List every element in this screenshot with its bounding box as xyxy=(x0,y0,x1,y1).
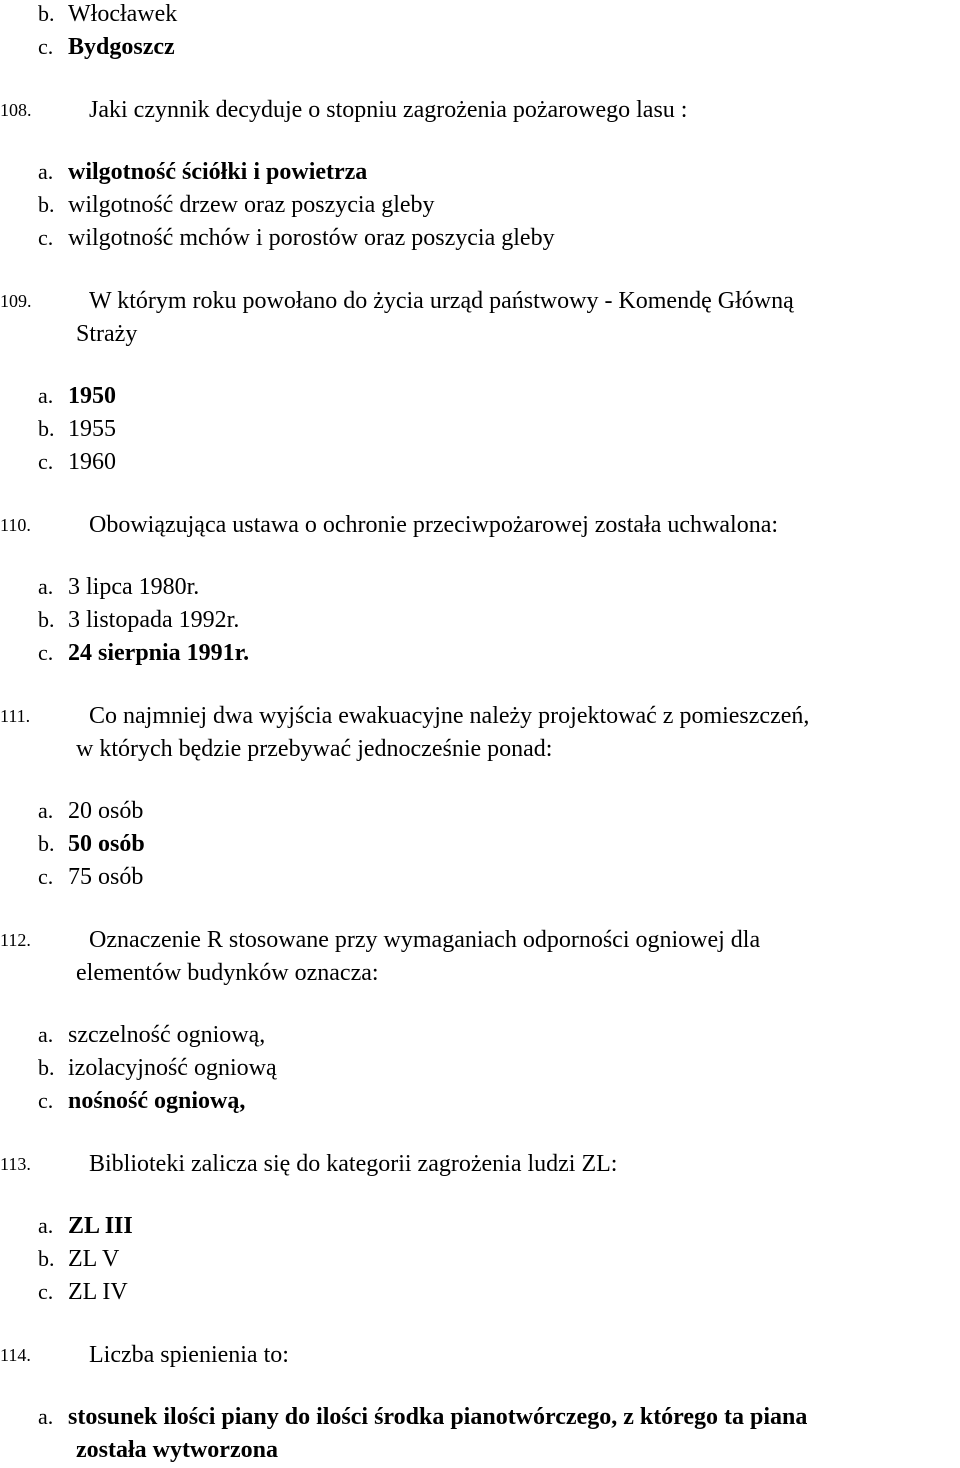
option-label: c. xyxy=(38,640,54,665)
option-label: c. xyxy=(38,449,54,474)
question-text: W którym roku powołano do życia urząd państwowy - Komendę Główną xyxy=(89,288,794,314)
option-113-b xyxy=(38,1245,119,1273)
option-label: a. xyxy=(38,159,54,184)
option-110-a xyxy=(38,573,199,601)
option-text: ZL IV xyxy=(68,1279,128,1305)
option-text: 1950 xyxy=(68,383,116,409)
option-label: c. xyxy=(38,1279,54,1304)
question-text: Co najmniej dwa wyjścia ewakuacyjne należy projektować z pomieszczeń, xyxy=(89,703,810,729)
option-text: 75 osób xyxy=(68,864,144,890)
option-text: 20 osób xyxy=(68,798,144,824)
option-label: b. xyxy=(38,1055,55,1080)
option-110-b xyxy=(38,606,239,634)
option-text: wilgotność mchów i porostów oraz poszycia gleby xyxy=(68,225,555,251)
question-text: Biblioteki zalicza się do kategorii zagrożenia ludzi ZL: xyxy=(89,1151,618,1177)
option-114-a xyxy=(38,1403,807,1431)
option-text: szczelność ogniową, xyxy=(68,1022,266,1048)
option-109-a xyxy=(38,382,116,410)
option-label: c. xyxy=(38,225,54,250)
option-prev-c xyxy=(38,33,175,61)
question-text: Obowiązująca ustawa o ochronie przeciwpożarowej została uchwalona: xyxy=(89,512,779,538)
option-112-a xyxy=(38,1021,265,1049)
option-label: c. xyxy=(38,34,54,59)
option-111-c xyxy=(38,863,143,891)
option-label: a. xyxy=(38,1022,54,1047)
option-113-a xyxy=(38,1212,133,1240)
option-text: Włocławek xyxy=(68,1,178,27)
option-text: ZL V xyxy=(68,1246,120,1272)
option-text: wilgotność drzew oraz poszycia gleby xyxy=(68,192,435,218)
option-prev-b xyxy=(38,0,177,28)
question-number: 113. xyxy=(0,1154,31,1174)
option-label: b. xyxy=(38,607,55,632)
option-label: b. xyxy=(38,831,55,856)
option-label: a. xyxy=(38,383,54,408)
option-text: 3 lipca 1980r. xyxy=(68,574,200,600)
option-label: a. xyxy=(38,1404,54,1429)
question-number: 110. xyxy=(0,515,31,535)
question-number: 112. xyxy=(0,930,31,950)
question-text: Oznaczenie R stosowane przy wymaganiach odporności ogniowej dla xyxy=(89,927,761,953)
option-label: c. xyxy=(38,1088,54,1113)
option-label: b. xyxy=(38,1,55,26)
option-108-b xyxy=(38,191,435,219)
option-text: 24 sierpnia 1991r. xyxy=(68,640,250,666)
option-111-a xyxy=(38,797,143,825)
option-label: b. xyxy=(38,1246,55,1271)
question-text-cont: Straży xyxy=(76,321,138,347)
option-108-a xyxy=(38,158,367,186)
option-113-c xyxy=(38,1278,128,1306)
option-110-c xyxy=(38,639,249,667)
option-text: 3 listopada 1992r. xyxy=(68,607,240,633)
option-112-c xyxy=(38,1087,245,1115)
question-number: 108. xyxy=(0,100,32,120)
option-label: c. xyxy=(38,864,54,889)
option-109-c xyxy=(38,448,116,476)
question-text-cont: w których będzie przebywać jednocześnie ponad: xyxy=(76,736,553,762)
option-112-b xyxy=(38,1054,277,1082)
option-text: Bydgoszcz xyxy=(68,34,175,60)
question-number: 111. xyxy=(0,706,31,726)
option-label: b. xyxy=(38,192,55,217)
question-text-cont: elementów budynków oznacza: xyxy=(76,960,379,986)
question-text: Liczba spienienia to: xyxy=(89,1342,289,1368)
option-text: 1955 xyxy=(68,416,116,442)
option-114-a-cont: została wytworzona xyxy=(76,1437,278,1463)
option-109-b xyxy=(38,415,116,443)
option-text: nośność ogniową, xyxy=(68,1088,246,1114)
option-text: 50 osób xyxy=(68,831,145,857)
question-number: 109. xyxy=(0,291,32,311)
question-number: 114. xyxy=(0,1345,31,1365)
option-text: ZL III xyxy=(68,1213,133,1239)
option-text: wilgotność ściółki i powietrza xyxy=(68,159,368,185)
option-label: a. xyxy=(38,574,54,599)
option-text: 1960 xyxy=(68,449,116,475)
option-label: a. xyxy=(38,1213,54,1238)
option-text: stosunek ilości piany do ilości środka pianotwórczego, z którego ta piana xyxy=(68,1404,808,1430)
option-text: izolacyjność ogniową xyxy=(68,1055,277,1081)
option-label: b. xyxy=(38,416,55,441)
option-label: a. xyxy=(38,798,54,823)
question-text: Jaki czynnik decyduje o stopniu zagrożenia pożarowego lasu : xyxy=(89,97,688,123)
option-108-c xyxy=(38,224,555,252)
option-111-b xyxy=(38,830,145,858)
